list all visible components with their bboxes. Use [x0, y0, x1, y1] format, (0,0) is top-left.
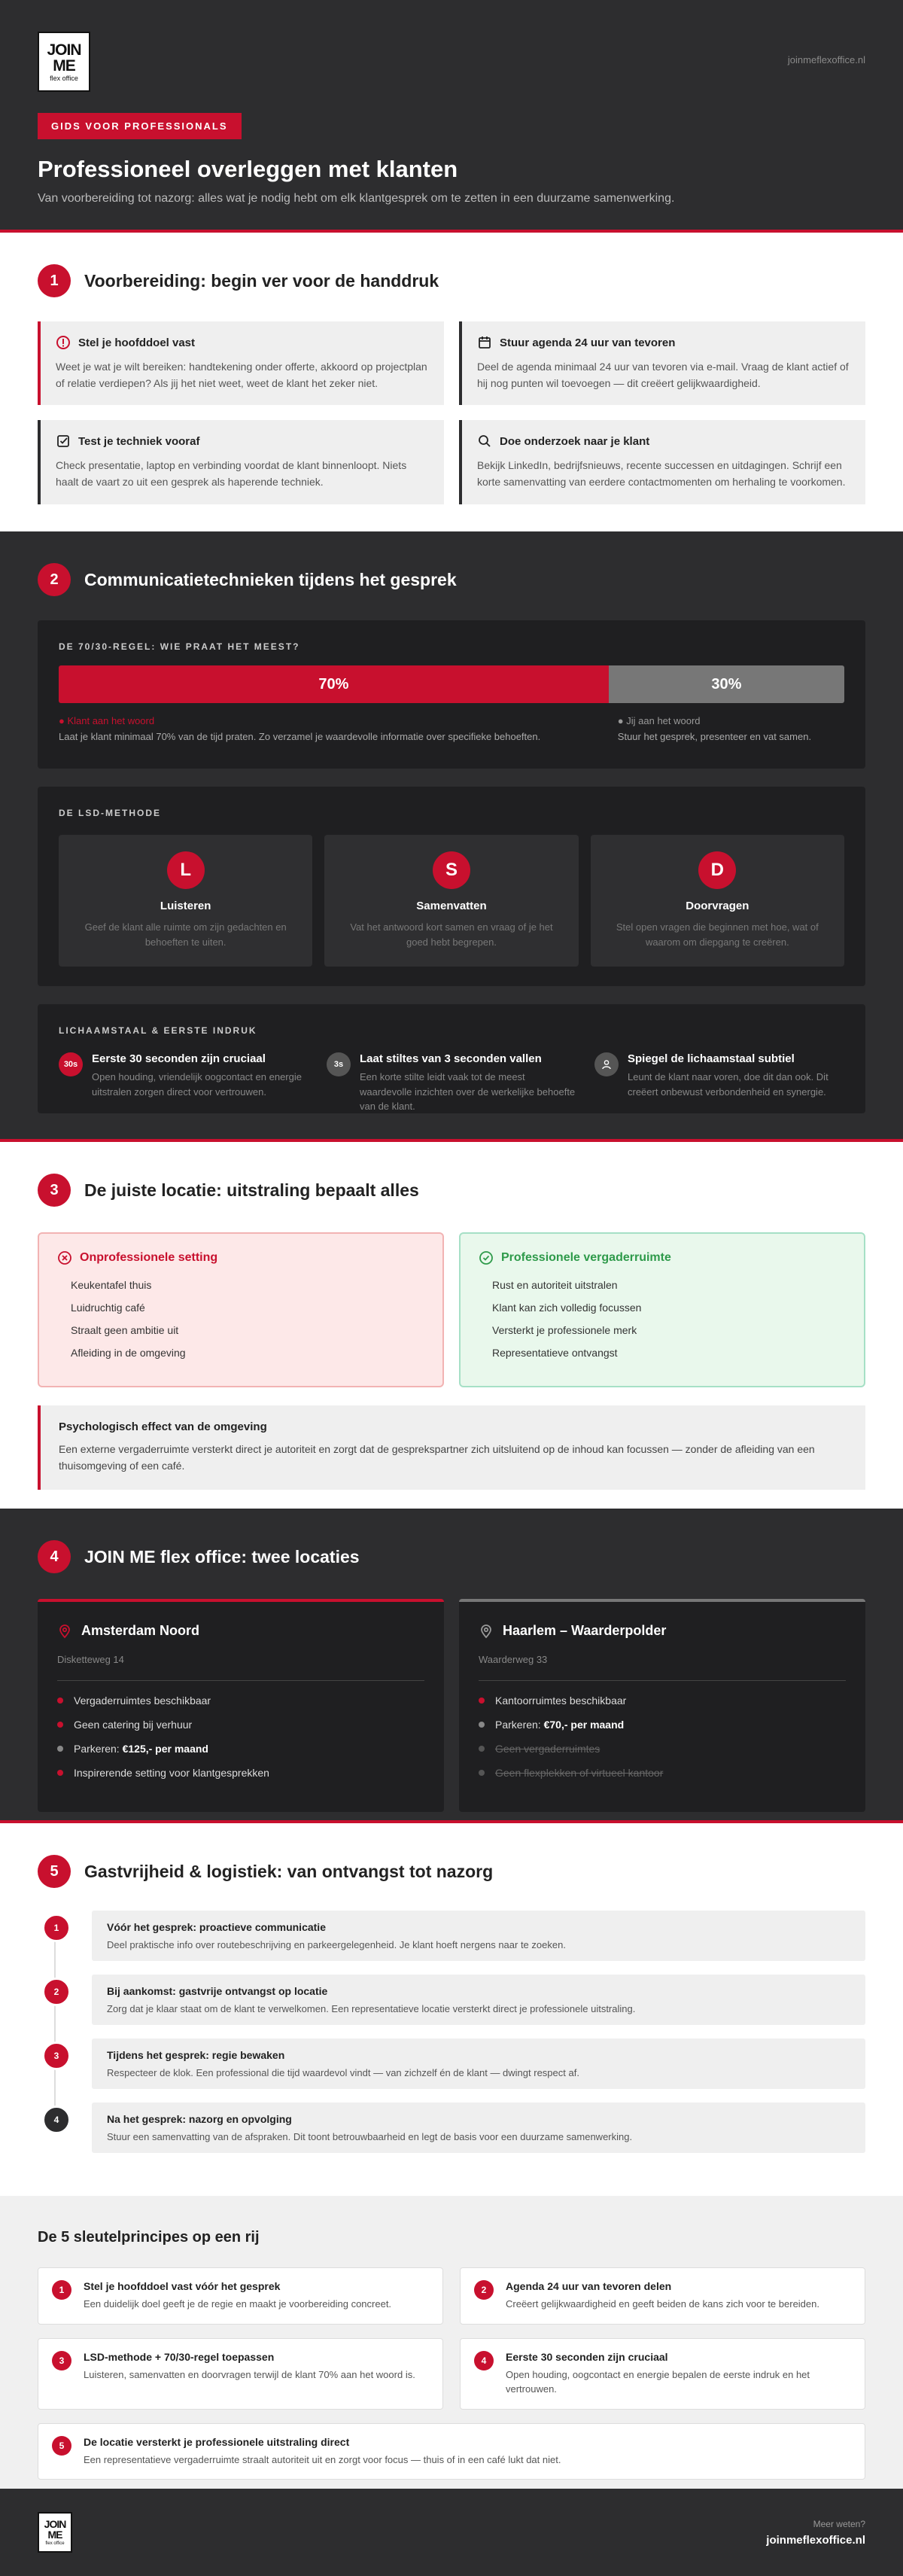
item-desc: Een korte stilte leidt vaak tot de meest waardevolle inzichten over de werkelijke behoefte van de klant.: [360, 1071, 576, 1112]
summary-number: 4: [474, 2351, 494, 2370]
note-desc: Een externe vergaderruimte versterkt direct je autoriteit en zorgt dat de gesprekspartner zich uitsluitend op de inhoud kan focussen — zonder de afleiding van een thuisomgeving of een café.: [59, 1443, 815, 1472]
calendar-icon: [477, 335, 492, 350]
alert-circle-icon: [56, 335, 71, 350]
list-item: Rust en autoriteit uitstralen: [492, 1279, 618, 1291]
logo-text: ME: [47, 2529, 62, 2541]
footer-logo[interactable]: [38, 2512, 72, 2553]
card-research: [459, 420, 865, 504]
bad-list: [57, 1279, 424, 1359]
feature-list: [479, 1694, 846, 1779]
card-title: Doe onderzoek naar je klant: [500, 434, 650, 448]
card-desc: Bekijk LinkedIn, bedrijfsnieuws, recente successen en uitdagingen. Schrijf een korte samenvatting van eerdere contactmomenten om herhaling te voorkomen.: [477, 459, 846, 489]
rule-70-30-box: [38, 620, 865, 769]
step-desc: Deel praktische info over routebeschrijving en parkeergelegenheid. Je klant hoeft nergens naar te zoeken.: [107, 1939, 566, 1950]
lsd-method-box: [38, 787, 865, 986]
list-item: Afleiding in de omgeving: [71, 1347, 186, 1359]
lsd-card-listen: [59, 835, 312, 967]
check-circle-icon: [479, 1250, 494, 1265]
summary-item-title: Eerste 30 seconden zijn cruciaal: [506, 2350, 668, 2363]
body-language-box: [38, 1004, 865, 1113]
step-number: 4: [42, 2106, 71, 2134]
summary-item-desc: Luisteren, samenvatten en doorvragen terwijl de klant 70% aan het woord is.: [84, 2368, 415, 2380]
step-title: Bij aankomst: gastvrije ontvangst op locatie: [107, 1985, 328, 1997]
you-legend: [609, 714, 844, 745]
body-item-3s: [327, 1052, 576, 1114]
card-test-tech: [38, 420, 444, 504]
step-desc: Zorg dat je klaar staat om de klant te verwelkomen. Een representatieve locatie versterkt direct je professionele uitstraling.: [107, 2003, 636, 2014]
section-hospitality: [0, 1823, 903, 2196]
logo[interactable]: [38, 32, 90, 92]
section-title: De juiste locatie: uitstraling bepaalt alles: [84, 1180, 419, 1200]
list-item: Keukentafel thuis: [71, 1279, 152, 1291]
summary-number: 3: [52, 2351, 71, 2370]
summary-item-title: De locatie versterkt je professionele uitstraling direct: [84, 2435, 350, 2448]
client-legend-head: ● Klant aan het woord: [59, 715, 155, 726]
item-title: Spiegel de lichaamstaal subtiel: [628, 1052, 795, 1065]
checkbox-icon: [56, 434, 71, 449]
feature-item: Kantoorruimtes beschikbaar: [479, 1694, 846, 1707]
you-legend-head: ● Jij aan het woord: [617, 715, 701, 726]
time-badge: 3s: [327, 1052, 351, 1076]
list-item: Representatieve ontvangst: [492, 1347, 618, 1359]
divider: [479, 1680, 846, 1681]
lsd-cards: [59, 835, 844, 967]
section-number: 2: [38, 563, 71, 596]
psychological-effect-note: [38, 1405, 865, 1490]
section-number: 3: [38, 1174, 71, 1207]
step-title: Vóór het gesprek: proactieve communicatie: [107, 1921, 326, 1933]
summary-item: [38, 2338, 443, 2410]
section-locations: [0, 1509, 903, 1820]
note-title: Psychologisch effect van de omgeving: [59, 1420, 267, 1433]
card-desc: Deel de agenda minimaal 24 uur van tevoren via e-mail. Vraag de klant actief of hij nog punten wil toevoegen — dit creëert gelijkwaardigheid.: [477, 361, 849, 389]
section-number: 4: [38, 1540, 71, 1573]
section-title: JOIN ME flex office: twee locaties: [84, 1546, 360, 1567]
x-circle-icon: [57, 1250, 72, 1265]
timeline: [38, 1911, 865, 2153]
footer: [0, 2489, 903, 2576]
summary-item: [460, 2338, 865, 2410]
section-preparation: [0, 233, 903, 531]
feature-item: Parkeren: €70,- per maand: [479, 1719, 846, 1731]
step-number: 3: [42, 2042, 71, 2070]
page-subtitle: Van voorbereiding tot nazorg: alles wat je nodig hebt om elk klantgesprek om te zetten in een duurzame samenwerking.: [38, 192, 675, 205]
lsd-card-summarize: [324, 835, 578, 967]
lsd-letter: S: [433, 851, 470, 889]
feature-item: Vergaderruimtes beschikbaar: [57, 1694, 424, 1707]
step-desc: Respecteer de klok. Een professional die tijd waardevol vindt — van zichzelf én de klant — dwingt respect af.: [107, 2067, 579, 2078]
site-link[interactable]: joinmeflexoffice.nl: [787, 54, 865, 65]
lsd-letter: D: [698, 851, 736, 889]
location-cards: [38, 1599, 865, 1812]
feature-item: Parkeren: €125,- per maand: [57, 1743, 424, 1755]
card-desc: Weet je wat je wilt bereiken: handtekening onder offerte, akkoord op projectplan of relatie verdiepen? Als jij het niet weet, weet de klant het zeker niet.: [56, 361, 427, 389]
summary-number: 2: [474, 2280, 494, 2300]
lsd-desc: Geef de klant alle ruimte om zijn gedachten en behoeften te uiten.: [84, 921, 287, 948]
map-pin-icon: [57, 1624, 72, 1639]
lsd-desc: Vat het antwoord kort samen en vraag of je het goed hebt begrepen.: [350, 921, 553, 948]
lsd-title: Luisteren: [160, 900, 211, 912]
timeline-step: [38, 2103, 865, 2153]
logo-text: JOIN: [44, 2518, 66, 2530]
section-header: [38, 563, 865, 596]
feature-item: Geen catering bij verhuur: [57, 1719, 424, 1731]
timeline-step: [38, 1975, 865, 2025]
professional-setting-card: [459, 1232, 865, 1387]
logo-text: JOIN: [47, 41, 81, 59]
body-item-30s: [59, 1052, 309, 1114]
logo-text: flex office: [50, 74, 78, 82]
summary-item-title: Stel je hoofddoel vast vóór het gesprek: [84, 2280, 281, 2292]
summary-item: [38, 2423, 865, 2480]
card-title: Stel je hoofddoel vast: [78, 336, 196, 349]
step-desc: Stuur een samenvatting van de afspraken. Dit toont betrouwbaarheid en legt de basis voor een duurzame samenwerking.: [107, 2131, 633, 2142]
card-title: Professionele vergaderruimte: [501, 1251, 671, 1264]
section-header: [38, 1174, 865, 1207]
feature-list: [57, 1694, 424, 1779]
summary-item-desc: Creëert gelijkwaardigheid en geeft beiden de kans zich voor te bereiden.: [506, 2298, 819, 2310]
section-title: Gastvrijheid & logistiek: van ontvangst tot nazorg: [84, 1861, 494, 1881]
section-header: [38, 1540, 865, 1573]
summary-item-title: Agenda 24 uur van tevoren delen: [506, 2280, 672, 2292]
you-legend-desc: Stuur het gesprek, presenteer en vat samen.: [617, 730, 812, 742]
item-desc: Leunt de klant naar voren, doe dit dan ook. Dit creëert onbewust verbondenheid en synergie.: [628, 1071, 829, 1098]
bar-legend: [59, 714, 844, 745]
divider: [57, 1680, 424, 1681]
card-title: Onprofessionele setting: [80, 1251, 218, 1264]
location-card-amsterdam: [38, 1599, 444, 1812]
body-language-items: [59, 1052, 844, 1114]
summary-number: 5: [52, 2436, 71, 2456]
step-title: Na het gesprek: nazorg en opvolging: [107, 2113, 292, 2125]
lsd-desc: Stel open vragen die beginnen met hoe, wat of waarom om diepgang te creëren.: [616, 921, 819, 948]
list-item: Versterkt je professionele merk: [492, 1324, 637, 1336]
guide-tag: GIDS VOOR PROFESSIONALS: [38, 113, 242, 139]
location-address: Disketteweg 14: [57, 1654, 124, 1665]
step-number: 1: [42, 1914, 71, 1942]
header: [0, 0, 903, 230]
section-title: Voorbereiding: begin ver voor de handdruk: [84, 270, 439, 291]
item-title: Laat stiltes van 3 seconden vallen: [360, 1052, 542, 1065]
card-title: Test je techniek vooraf: [78, 434, 200, 448]
card-main-goal: [38, 321, 444, 405]
item-desc: Open houding, vriendelijk oogcontact en energie uitstralen zorgen direct voor vertrouwen.: [92, 1071, 302, 1098]
summary-item-desc: Open houding, oogcontact en energie bepalen de eerste indruk en het vertrouwen.: [506, 2368, 810, 2395]
box-label: DE 70/30-REGEL: WIE PRAAT HET MEEST?: [59, 641, 300, 652]
section-communication: [0, 531, 903, 1139]
box-label: LICHAAMSTAAL & EERSTE INDRUK: [59, 1025, 257, 1036]
body-item-mirror: [594, 1052, 844, 1114]
summary-item-desc: Een duidelijk doel geeft je de regie en maakt je voorbereiding concreet.: [84, 2298, 392, 2310]
summary-item-desc: Een representatieve vergaderruimte straalt autoriteit uit en zorgt voor focus — thuis of in een café lukt dat niet.: [84, 2453, 561, 2465]
step-number: 2: [42, 1978, 71, 2006]
client-legend-desc: Laat je klant minimaal 70% van de tijd praten. Zo verzamel je waardevolle informatie over specifieke behoeften.: [59, 730, 541, 742]
unprofessional-setting-card: [38, 1232, 444, 1387]
section-title: Communicatietechnieken tijdens het gesprek: [84, 569, 457, 589]
summary-title: De 5 sleutelprincipes op een rij: [38, 2229, 260, 2246]
footer-link[interactable]: joinmeflexoffice.nl: [766, 2533, 865, 2547]
list-item: Luidruchtig café: [71, 1302, 145, 1314]
summary-grid: [38, 2267, 865, 2480]
section-location: [0, 1142, 903, 1509]
item-title: Eerste 30 seconden zijn cruciaal: [92, 1052, 266, 1065]
preparation-cards: [38, 321, 865, 504]
section-number: 1: [38, 264, 71, 297]
summary-item: [38, 2267, 443, 2325]
location-card-haarlem: [459, 1599, 865, 1812]
timeline-step: [38, 1911, 865, 1961]
location-name: Haarlem – Waarderpolder: [503, 1623, 667, 1638]
section-header: [38, 1855, 865, 1888]
time-badge: 30s: [59, 1052, 83, 1076]
footer-question: Meer weten?: [813, 2518, 865, 2529]
footer-contact: [766, 2519, 865, 2547]
card-desc: Check presentatie, laptop en verbinding voordat de klant binnenloopt. Niets haalt de vaart zo uit een gesprek als haperende techniek.: [56, 459, 407, 489]
logo-text: ME: [53, 56, 75, 75]
step-title: Tijdens het gesprek: regie bewaken: [107, 2049, 285, 2061]
summary-item: [460, 2267, 865, 2325]
client-share-bar: 70%: [59, 665, 609, 703]
location-address: Waarderweg 33: [479, 1654, 548, 1665]
good-list: [479, 1279, 846, 1359]
lsd-letter: L: [167, 851, 205, 889]
lsd-card-ask: [591, 835, 844, 967]
summary-item-title: LSD-methode + 70/30-regel toepassen: [84, 2350, 275, 2363]
timeline-step: [38, 2039, 865, 2089]
talk-ratio-bar: [59, 665, 844, 703]
list-item: Klant kan zich volledig focussen: [492, 1302, 642, 1314]
location-name: Amsterdam Noord: [81, 1623, 200, 1638]
page-title: Professioneel overleggen met klanten: [38, 156, 458, 182]
feature-item: Inspirerende setting voor klantgesprekken: [57, 1767, 424, 1779]
section-header: [38, 264, 865, 297]
card-title: Stuur agenda 24 uur van tevoren: [500, 336, 676, 349]
lsd-title: Samenvatten: [416, 900, 487, 912]
list-item: Straalt geen ambitie uit: [71, 1324, 179, 1336]
map-pin-icon: [479, 1624, 494, 1639]
you-share-bar: 30%: [609, 665, 844, 703]
section-number: 5: [38, 1855, 71, 1888]
client-legend: [59, 714, 609, 745]
section-summary: [0, 2196, 903, 2498]
summary-number: 1: [52, 2280, 71, 2300]
setting-comparison: [38, 1232, 865, 1387]
feature-item-unavailable: Geen vergaderruimtes: [479, 1743, 846, 1755]
person-icon: [594, 1052, 619, 1076]
search-icon: [477, 434, 492, 449]
card-agenda: [459, 321, 865, 405]
feature-item-unavailable: Geen flexplekken of virtueel kantoor: [479, 1767, 846, 1779]
lsd-title: Doorvragen: [686, 900, 749, 912]
logo-text: flex office: [45, 2541, 65, 2546]
box-label: DE LSD-METHODE: [59, 808, 161, 818]
